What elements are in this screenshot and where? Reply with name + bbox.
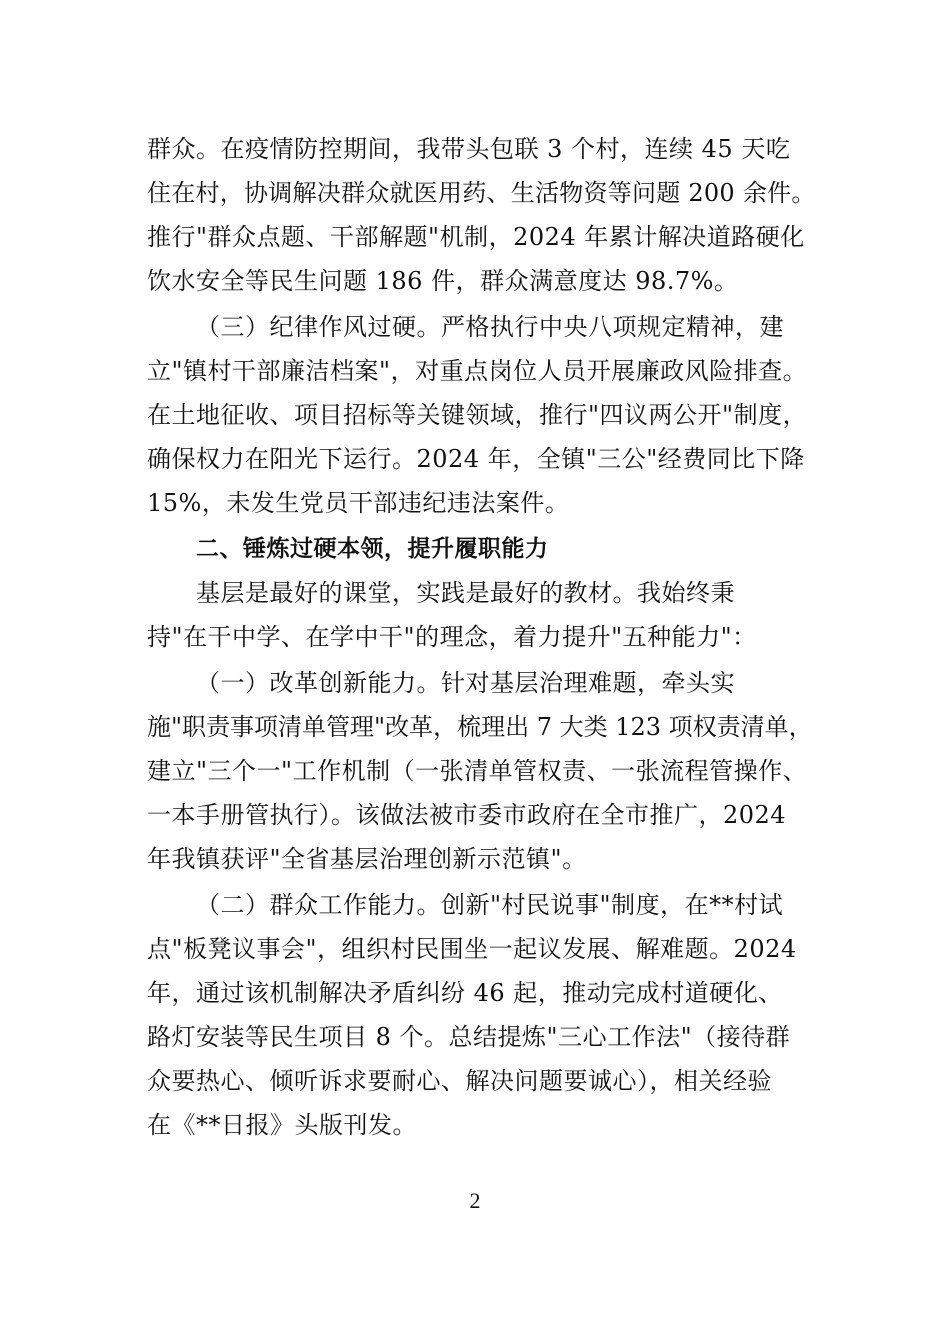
body-line: 年我镇获评"全省基层治理创新示范镇"。: [147, 845, 587, 873]
body-line: 基层是最好的课堂，实践是最好的教材。我始终秉: [196, 579, 735, 607]
body-line: 群众。在疫情防控期间，我带头包联 3 个村，连续 45 天吃: [147, 135, 791, 163]
body-line: 确保权力在阳光下运行。2024 年，全镇"三公"经费同比下降: [147, 445, 805, 473]
body-line: 施"职责事项清单管理"改革，梳理出 7 大类 123 项权责清单，: [147, 713, 813, 741]
subsection-line: （三）纪律作风过硬。严格执行中央八项规定精神，建: [196, 313, 784, 341]
subsection-line: （二）群众工作能力。创新"村民说事"制度，在**村试: [196, 891, 784, 919]
body-line: 在《**日报》头版刊发。: [147, 1111, 417, 1139]
body-line: 路灯安装等民生项目 8 个。总结提炼"三心工作法"（接待群: [147, 1023, 791, 1051]
body-line: 立"镇村干部廉洁档案"，对重点岗位人员开展廉政风险排查。: [147, 357, 808, 385]
body-line: 住在村，协调解决群众就医用药、生活物资等问题 200 余件。: [147, 179, 816, 207]
body-line: 推行"群众点题、干部解题"机制，2024 年累计解决道路硬化: [147, 223, 805, 251]
body-line: 年，通过该机制解决矛盾纠纷 46 起，推动完成村道硬化、: [147, 979, 783, 1007]
page-number: 2: [469, 1188, 481, 1213]
body-line: 15%，未发生党员干部违纪违法案件。: [147, 489, 570, 517]
section-heading: 二、锤炼过硬本领，提升履职能力: [196, 536, 549, 562]
body-line: 建立"三个一"工作机制（一张清单管权责、一张流程管操作、: [147, 757, 808, 785]
body-line: 点"板凳议事会"，组织村民围坐一起议发展、解难题。2024: [147, 935, 797, 963]
body-line: 在土地征收、项目招标等关键领域，推行"四议两公开"制度，: [147, 401, 808, 429]
subsection-line: （一）改革创新能力。针对基层治理难题，牵头实: [196, 669, 735, 697]
body-line: 持"在干中学、在学中干"的理念，着力提升"五种能力"：: [147, 623, 757, 651]
body-line: 一本手册管执行）。该做法被市委市政府在全市推广，2024: [147, 801, 787, 829]
body-line: 众要热心、倾听诉求要耐心、解决问题要诚心），相关经验: [147, 1067, 772, 1095]
body-line: 饮水安全等民生问题 186 件，群众满意度达 98.7%。: [147, 267, 739, 295]
